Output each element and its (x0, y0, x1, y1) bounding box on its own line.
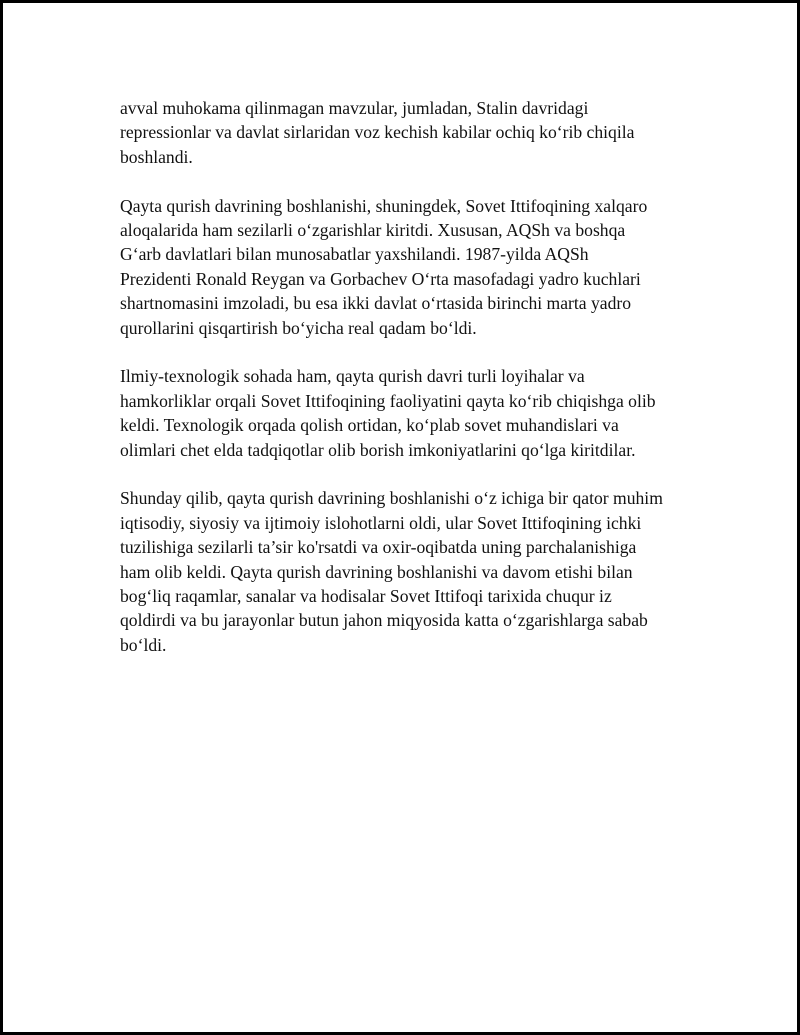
paragraph-1: avval muhokama qilinmagan mavzular, jumladan, Stalin davridagi repressionlar va davlat sirlaridan voz kechish kabilar ochiq ko‘rib chiqila boshlandi. (120, 98, 635, 167)
paragraph-4: Shunday qilib, qayta qurish davrining boshlanishi o‘z ichiga bir qator muhim iqtisodiy, siyosiy va ijtimoiy islohotlarni oldi, ular Sovet Ittifoqining ichki tuzilishiga sezilarli ta’sir ko'rsatdi va oxir-oqibatda uning parchalanishiga ham olib keldi. Qayta qurish davrining boshlanishi va davom etishi bilan bog‘liq raqamlar, sanalar va hodisalar Sovet Ittifoqi tarixida chuqur iz qoldirdi va bu jarayonlar butun jahon miqyosida katta o‘zgarishlarga sabab bo‘ldi. (120, 488, 663, 655)
paragraph-3: Ilmiy-texnologik sohada ham, qayta qurish davri turli loyihalar va hamkorliklar orqali Sovet Ittifoqining faoliyatini qayta ko‘rib chiqishga olib keldi. Texnologik orqada qolish ortidan, ko‘plab sovet muhandislari va olimlari chet elda tadqiqotlar olib borish imkoniyatlarini qo‘lga kiritdilar. (120, 366, 656, 460)
document-body (120, 96, 700, 657)
paragraph-2: Qayta qurish davrining boshlanishi, shuningdek, Sovet Ittifoqining xalqaro aloqalarida ham sezilarli o‘zgarishlar kiritdi. Xususan, AQSh va boshqa G‘arb davlatlari bilan munosabatlar yaxshilandi. 1987-yilda AQSh Prezidenti Ronald Reygan va Gorbachev O‘rta masofadagi yadro kuchlari shartnomasini imzoladi, bu esa ikki davlat o‘rtasida birinchi marta yadro qurollarini qisqartirish bo‘yicha real qadam bo‘ldi. (120, 195, 648, 338)
